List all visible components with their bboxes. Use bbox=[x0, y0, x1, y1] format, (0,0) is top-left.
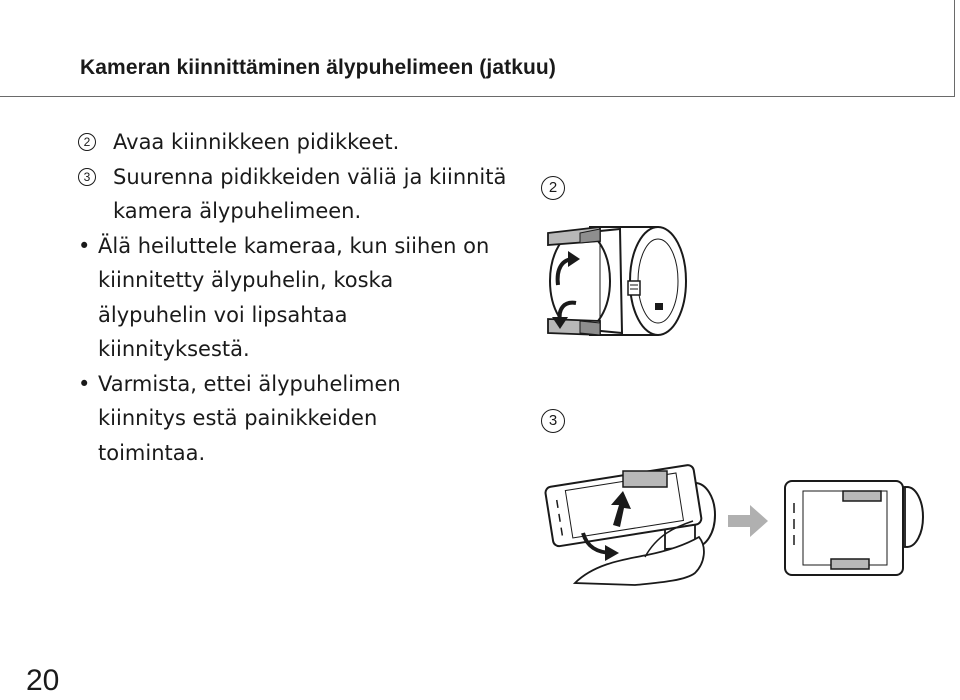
header-frame bbox=[0, 0, 955, 97]
page-title: Kameran kiinnittäminen älypuhelimeen (jatkuu) bbox=[80, 56, 556, 79]
note-1-text: Älä heiluttele kameraa, kun siihen on kiinnitetty älypuhelin, koska älypuhelin voi lipsahtaa kiinnityksestä. bbox=[98, 233, 490, 361]
step-number-2: 2 bbox=[78, 133, 96, 151]
figure-3-attach-illustration bbox=[535, 455, 935, 590]
step-2-text: Avaa kiinnikkeen pidikkeet. bbox=[113, 130, 400, 154]
note-2 bbox=[78, 367, 528, 471]
figure-3-marker: 3 bbox=[541, 409, 565, 433]
step-number-3: 3 bbox=[78, 168, 96, 186]
step-3 bbox=[78, 160, 528, 229]
page-number: 20 bbox=[26, 664, 60, 697]
note-1 bbox=[78, 229, 528, 367]
note-2-text: Varmista, ettei älypuhelimen kiinnitys estä painikkeiden toimintaa. bbox=[98, 371, 401, 465]
step-3-text: Suurenna pidikkeiden väliä ja kiinnitä kamera älypuhelimeen. bbox=[113, 164, 507, 223]
step-2 bbox=[78, 125, 528, 160]
figure-2-camera-illustration bbox=[540, 215, 700, 345]
instructions bbox=[78, 125, 528, 470]
figure-2-marker: 2 bbox=[541, 176, 565, 200]
